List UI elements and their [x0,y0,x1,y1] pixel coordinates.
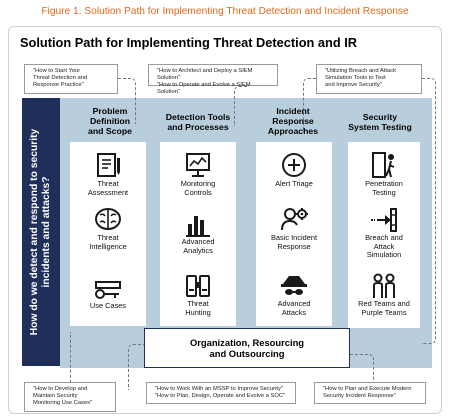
masked-attacker-icon [279,272,309,300]
organization-resourcing-box: Organization, Resourcing and Outsourcing [144,328,350,368]
team-icon [369,272,399,300]
top-note-3: "Utilizing Breach and Attack Simulation Tools to Test and Improve Security" [316,64,422,94]
item-alert-triage: Alert Triage [256,150,332,189]
item-breach-attack-simulation: Breach and Attack Simulation [348,206,420,260]
key-icon [93,276,123,302]
binoculars-icon [183,272,213,300]
column-header-problem-definition: Problem Definition and Scope [88,106,132,136]
item-use-cases: Use Cases [70,276,146,311]
connector-top-3-side [422,78,436,344]
item-threat-assessment: Threat Assessment [70,150,146,197]
bottom-note-2: "How to Work With an MSSP to Improve Security" "How to Plan, Design, Operate and Evolve a SOC" [146,382,296,404]
item-red-purple-teams: Red Teams and Purple Teams [348,272,420,317]
item-basic-incident-response: Basic Incident Response [256,204,332,251]
bottom-note-1: "How to Develop and Maintain Security Monitoring Use Cases" [24,382,116,412]
bottom-note-3: "How to Plan and Execute Modern Security Incident Response" [314,382,426,404]
document-pen-icon [93,150,123,180]
door-person-icon [369,150,399,180]
user-gear-icon [279,204,309,234]
item-penetration-testing: Penetration Testing [348,150,420,197]
figure-title: Figure 1. Solution Path for Implementing Threat Detection and Incident Response [41,6,409,17]
column-header-incident-response: Incident Response Approaches [267,106,319,136]
column-header-detection-tools: Detection Tools and Processes [165,112,231,132]
plus-circle-icon [279,150,309,180]
brain-icon [93,204,123,234]
item-monitoring-controls: Monitoring Controls [160,150,236,197]
item-threat-hunting: Threat Hunting [160,272,236,317]
arrow-wall-icon [369,206,399,234]
item-advanced-analytics: Advanced Analytics [160,210,236,255]
top-note-2: "How to Architect and Deploy a SIEM Solution" "How to Operate and Evolve a SIEM Solution" [148,64,278,86]
monitor-icon [183,150,213,180]
top-note-1: "How to Start Your Threat Detection and Response Practice" [24,64,118,94]
item-threat-intelligence: Threat Intelligence [70,204,146,251]
vertical-question: How do we detect and respond to security incidents and attacks? [29,128,52,336]
bar-chart-icon [183,210,213,238]
item-advanced-attacks: Advanced Attacks [256,272,332,317]
column-header-security-testing: Security System Testing [348,112,412,132]
diagram-title: Solution Path for Implementing Threat Detection and IR [20,35,357,50]
